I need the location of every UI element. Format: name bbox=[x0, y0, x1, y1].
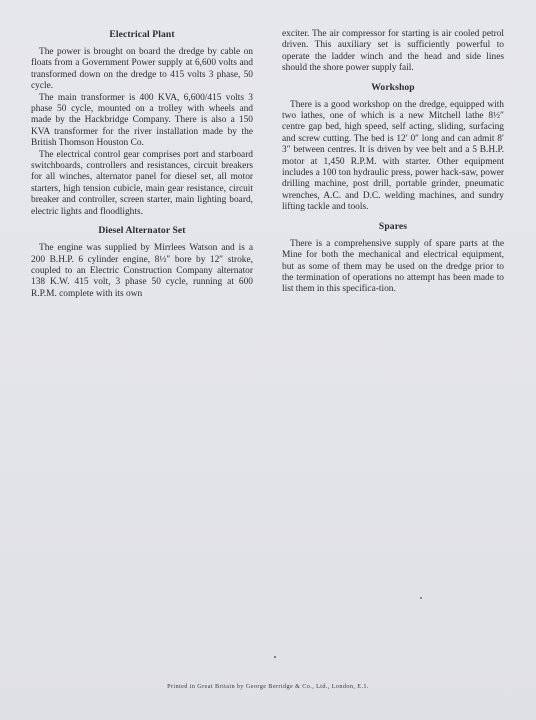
right-column bbox=[282, 29, 504, 296]
diesel-alternator-heading: Diesel Alternator Set bbox=[98, 225, 186, 237]
electrical-plant-paragraph-3: The electrical control gear comprises port and starboard switchboards, controllers and resistances, circuit breakers for all winches, alternator panel for diesel set, all motor starters, high tension cubicle, main gear resistance, circuit breaker and controller, screen starter, main lighting board, electric lights and floodlights. bbox=[31, 149, 253, 217]
workshop-heading: Workshop bbox=[371, 81, 415, 93]
printer-imprint: Printed in Great Britain by George Berridge & Co., Ltd., London, E.1. bbox=[167, 683, 369, 690]
electrical-plant-paragraph-2: The main transformer is 400 KVA, 6,600/415 volts 3 phase 50 cycle, mounted on a trolley with wheels and made by the Hackbridge Company. There is also a 150 KVA transformer for the river installation made by the British Thomson Houston Co. bbox=[31, 92, 253, 149]
spares-heading: Spares bbox=[378, 220, 408, 232]
paper-speck bbox=[420, 597, 422, 599]
electrical-plant-heading: Electrical Plant bbox=[109, 29, 175, 40]
electrical-plant-paragraph-1: The power is brought on board the dredge by cable on floats from a Government Power supply at 6,600 volts and transformed down on the dredge to 415 volts 3 phase, 50 cycle. bbox=[31, 47, 253, 92]
spares-paragraph: There is a comprehensive supply of spare parts at the Mine for both the mechanical and electrical equipment, but as some of them may be used on the dredge prior to the termination of operations no attempt has been made to list them in this specifica-tion. bbox=[282, 238, 504, 295]
left-column bbox=[31, 29, 253, 300]
diesel-alternator-paragraph: The engine was supplied by Mirrlees Watson and is a 200 B.H.P. 6 cylinder engine, 8½″ bore by 12″ stroke, coupled to an Electric Construction Company alternator 138 K.W. 415 volt, 3 phase 50 cycle, running at 600 R.P.M. complete with its own bbox=[31, 243, 253, 299]
diesel-alternator-continuation: exciter. The air compressor for starting is air cooled petrol driven. This auxiliary set is sufficiently powerful to operate the ladder winch and the head and side lines should the shore power supply fail. bbox=[282, 29, 504, 74]
paper-speck bbox=[274, 656, 276, 658]
workshop-paragraph: There is a good workshop on the dredge, equipped with two lathes, one of which is a new Mitchell lathe 8½″ centre gap bed, high speed, self acting, sliding, surfacing and screw cutting. The bed is 12′ 0″ long and can admit 8′ 3″ between centres. It is driven by vee belt and a 5 B.H.P. motor at 1,450 R.P.M. with starter. Other equipment includes a 100 ton hydraulic press, power hack-saw, power drilling machine, post drill, portable grinder, pneumatic wrenches, A.C. and D.C. welding machines, and sundry lifting tackle and tools. bbox=[282, 99, 504, 213]
